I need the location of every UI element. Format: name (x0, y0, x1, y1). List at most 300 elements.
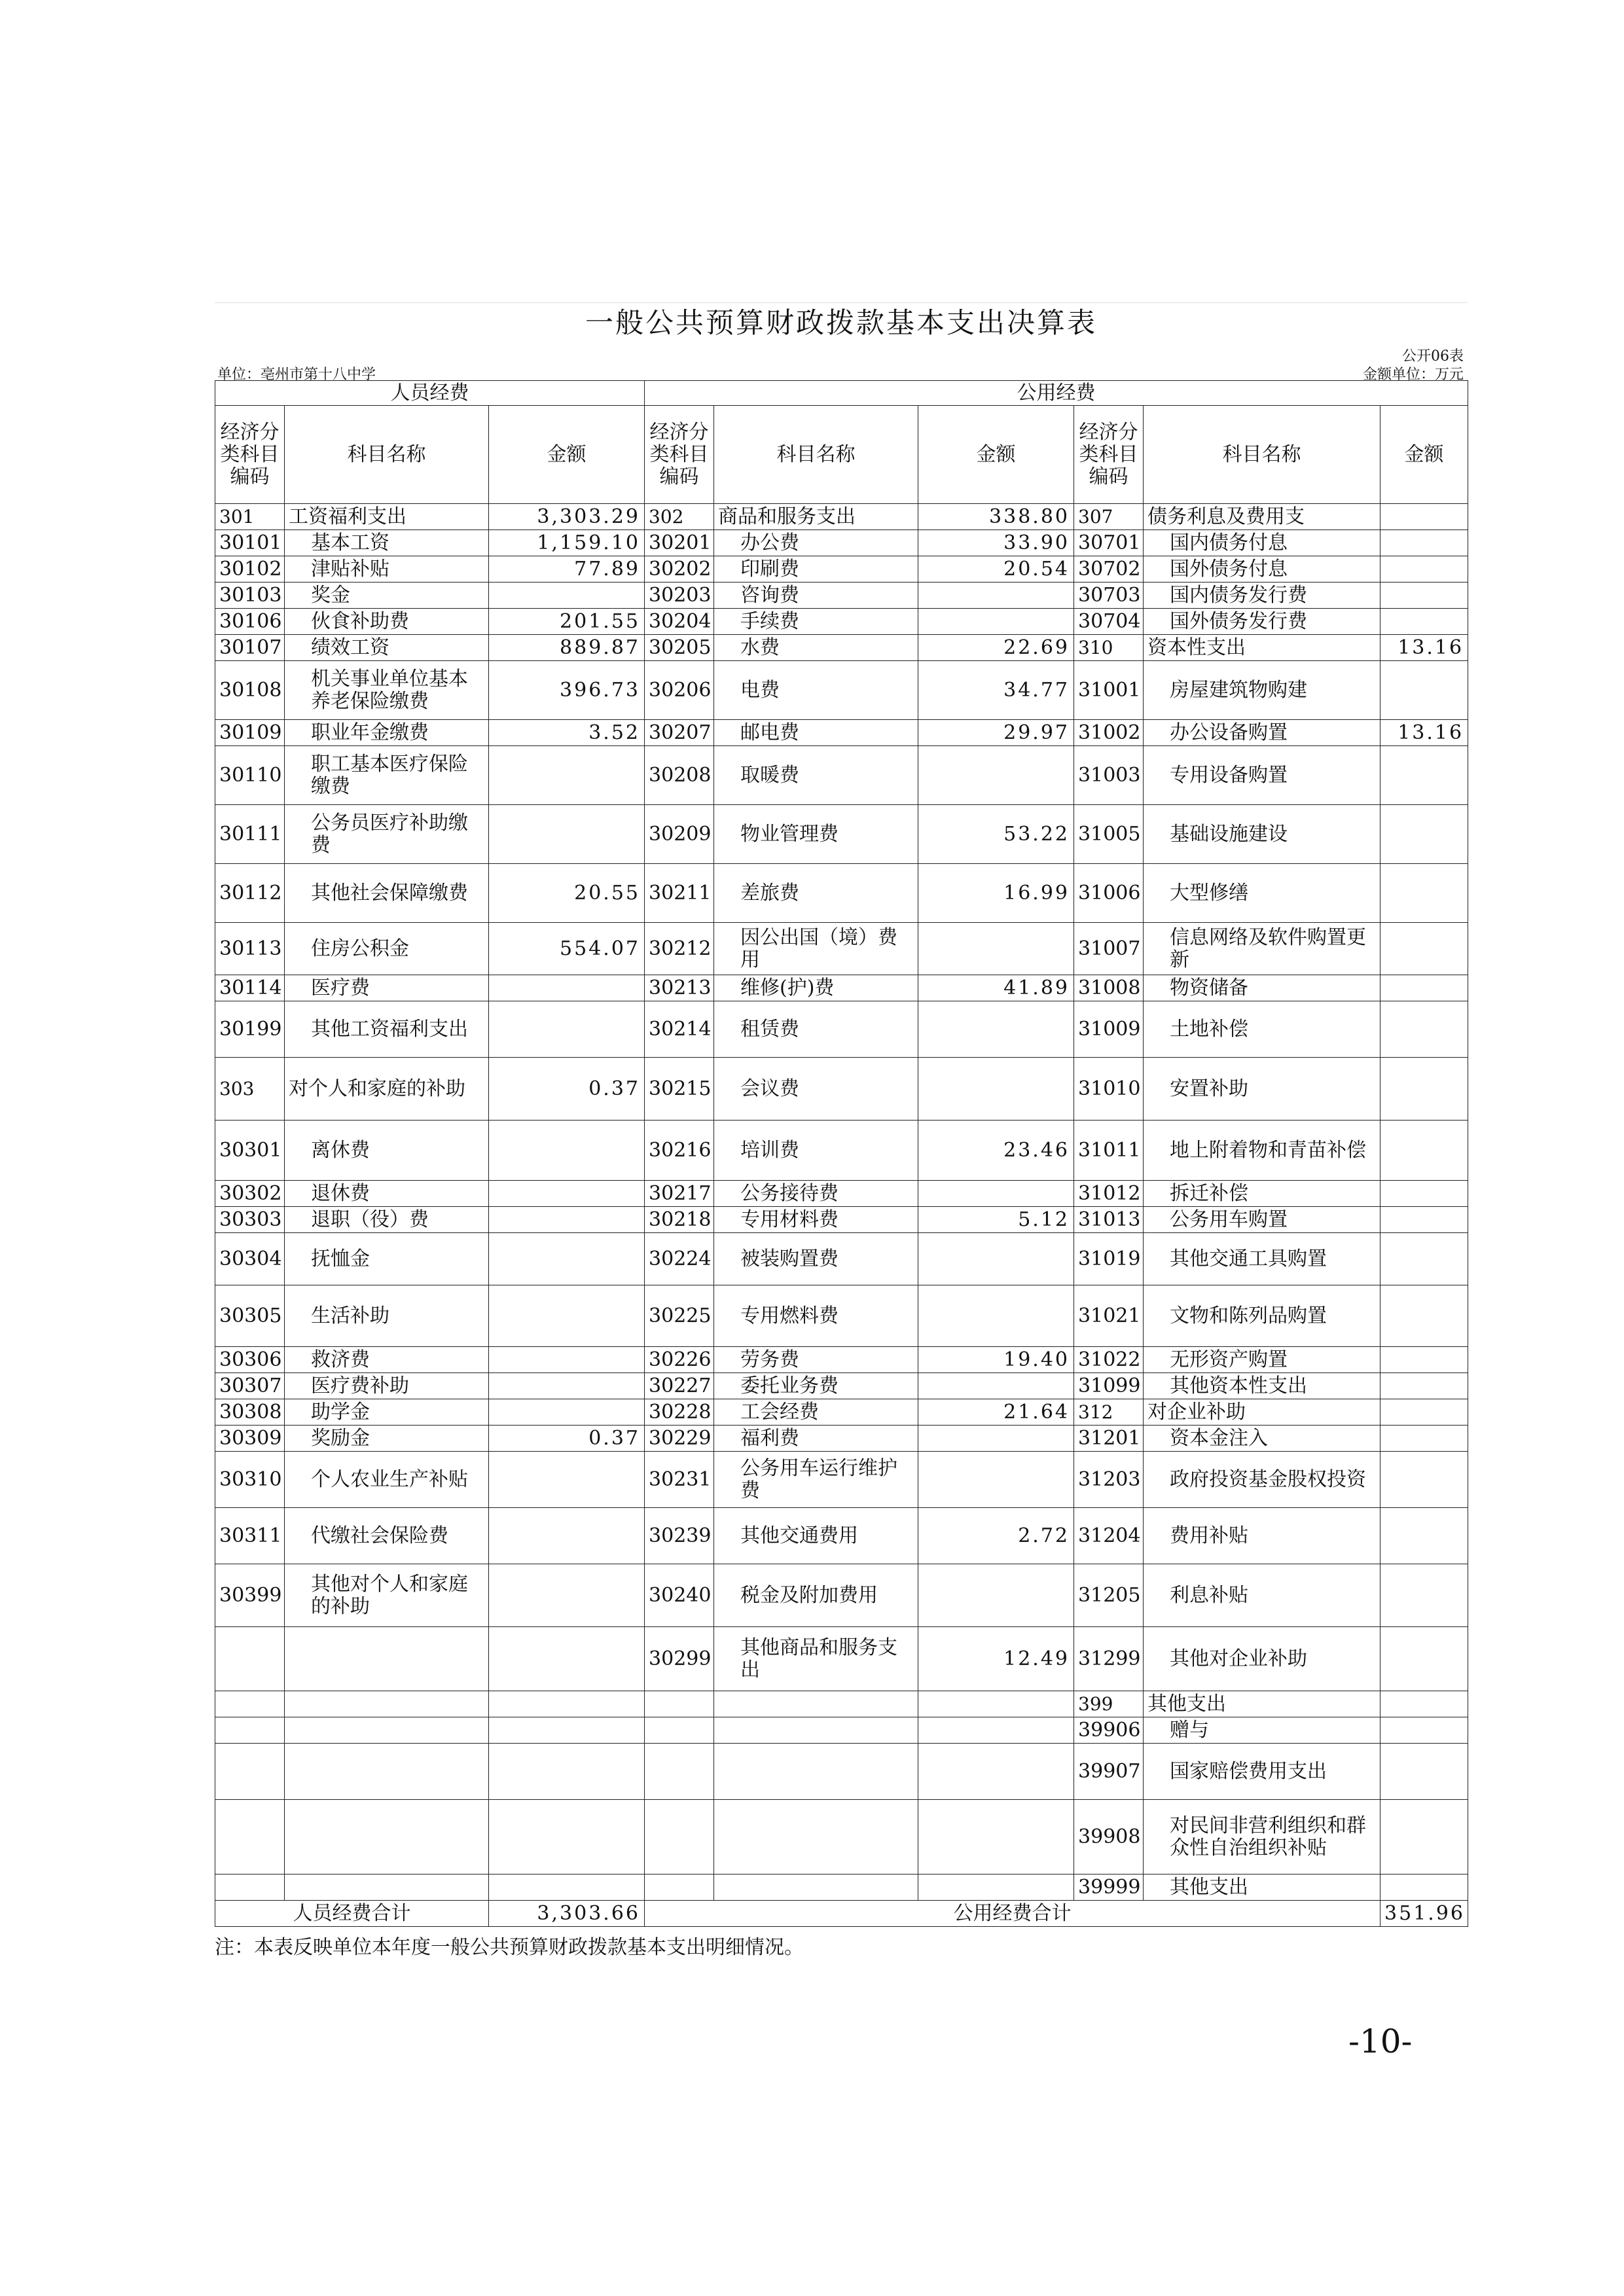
code-cell (645, 1874, 714, 1901)
code-cell: 30703 (1074, 583, 1144, 609)
item-name-cell: 其他对个人和家庭的补助 (285, 1564, 489, 1627)
code-cell: 30302 (215, 1181, 285, 1207)
amount-cell: 23.46 (918, 1121, 1074, 1181)
amount-cell (1380, 1874, 1468, 1901)
amount-cell: 0.37 (489, 1426, 645, 1452)
item-name-cell: 基础设施建设 (1144, 805, 1380, 864)
item-name-cell (714, 1744, 918, 1800)
code-cell: 30308 (215, 1399, 285, 1426)
code-cell (215, 1627, 285, 1691)
item-name-cell: 会议费 (714, 1058, 918, 1121)
table-row (215, 805, 1468, 864)
amount-cell (1380, 864, 1468, 923)
amount-cell (1380, 504, 1468, 530)
amount-cell: 2.72 (918, 1508, 1074, 1564)
amount-cell (1380, 746, 1468, 805)
item-name-cell: 其他社会保障缴费 (285, 864, 489, 923)
amount-cell: 77.89 (489, 556, 645, 583)
table-row (215, 746, 1468, 805)
code-cell: 30212 (645, 923, 714, 975)
item-name-cell: 奖金 (285, 583, 489, 609)
amount-cell (1380, 1800, 1468, 1874)
amount-cell (1380, 583, 1468, 609)
expenditure-table (215, 380, 1468, 1927)
code-cell: 31204 (1074, 1508, 1144, 1564)
code-cell: 307 (1074, 504, 1144, 530)
item-name-cell: 资本性支出 (1144, 635, 1380, 661)
amount-cell (918, 1058, 1074, 1121)
public-total-label: 公用经费合计 (645, 1901, 1380, 1927)
table-row (215, 1627, 1468, 1691)
amount-cell: 29.97 (918, 720, 1074, 746)
code-cell: 30701 (1074, 530, 1144, 556)
code-cell: 30702 (1074, 556, 1144, 583)
code-cell: 30217 (645, 1181, 714, 1207)
amount-cell (918, 1800, 1074, 1874)
code-cell: 30306 (215, 1347, 285, 1373)
item-name-cell: 绩效工资 (285, 635, 489, 661)
item-name-cell: 其他支出 (1144, 1691, 1380, 1717)
table-row (215, 1001, 1468, 1058)
code-cell (215, 1717, 285, 1744)
code-cell: 30203 (645, 583, 714, 609)
item-name-cell: 公务用车运行维护费 (714, 1452, 918, 1508)
item-name-cell: 离休费 (285, 1121, 489, 1181)
item-name-cell: 助学金 (285, 1399, 489, 1426)
code-cell: 30304 (215, 1233, 285, 1285)
code-cell: 30218 (645, 1207, 714, 1233)
table-row (215, 1426, 1468, 1452)
item-name-cell: 利息补贴 (1144, 1564, 1380, 1627)
code-cell: 30214 (645, 1001, 714, 1058)
item-name-cell: 资本金注入 (1144, 1426, 1380, 1452)
code-cell: 39999 (1074, 1874, 1144, 1901)
table-row (215, 1207, 1468, 1233)
item-name-cell: 其他资本性支出 (1144, 1373, 1380, 1399)
code-cell: 31013 (1074, 1207, 1144, 1233)
item-name-cell: 其他商品和服务支出 (714, 1627, 918, 1691)
amount-cell: 1,159.10 (489, 530, 645, 556)
table-body (215, 504, 1468, 1901)
table-note: 注：本表反映单位本年度一般公共预算财政拨款基本支出明细情况。 (215, 1936, 804, 1959)
amount-cell (1380, 1181, 1468, 1207)
table-row (215, 1121, 1468, 1181)
item-name-cell: 国内债务发行费 (1144, 583, 1380, 609)
code-cell: 30303 (215, 1207, 285, 1233)
code-cell (215, 1800, 285, 1874)
item-name-cell: 物资储备 (1144, 975, 1380, 1001)
amount-cell (1380, 661, 1468, 720)
report-title: 一般公共预算财政拨款基本支出决算表 (215, 302, 1468, 344)
item-name-cell: 培训费 (714, 1121, 918, 1181)
item-name-cell: 国外债务发行费 (1144, 609, 1380, 635)
code-header: 经济分类科目编码 (215, 406, 285, 504)
item-name-cell: 政府投资基金股权投资 (1144, 1452, 1380, 1508)
amount-cell: 21.64 (918, 1399, 1074, 1426)
item-name-cell (714, 1691, 918, 1717)
amount-cell (489, 583, 645, 609)
amount-cell (1380, 1285, 1468, 1347)
amount-cell (1380, 1452, 1468, 1508)
table-row (215, 504, 1468, 530)
item-name-cell: 委托业务费 (714, 1373, 918, 1399)
code-cell: 30311 (215, 1508, 285, 1564)
code-cell: 31201 (1074, 1426, 1144, 1452)
amount-cell: 16.99 (918, 864, 1074, 923)
table-row (215, 609, 1468, 635)
code-cell: 31299 (1074, 1627, 1144, 1691)
table-row (215, 1452, 1468, 1508)
amount-cell: 3,303.29 (489, 504, 645, 530)
code-cell: 30301 (215, 1121, 285, 1181)
item-name-cell: 职工基本医疗保险缴费 (285, 746, 489, 805)
amount-cell: 33.90 (918, 530, 1074, 556)
code-cell: 30207 (645, 720, 714, 746)
code-cell: 399 (1074, 1691, 1144, 1717)
item-name-cell: 公务用车购置 (1144, 1207, 1380, 1233)
personnel-total-amount: 3,303.66 (489, 1901, 645, 1927)
amount-cell (918, 1426, 1074, 1452)
amount-cell (489, 746, 645, 805)
item-name-cell: 其他工资福利支出 (285, 1001, 489, 1058)
amount-cell: 0.37 (489, 1058, 645, 1121)
code-cell: 30239 (645, 1508, 714, 1564)
code-cell: 30216 (645, 1121, 714, 1181)
item-name-cell (285, 1627, 489, 1691)
code-cell: 30211 (645, 864, 714, 923)
code-cell: 30299 (645, 1627, 714, 1691)
amount-cell (918, 609, 1074, 635)
item-name-cell: 对民间非营利组织和群众性自治组织补贴 (1144, 1800, 1380, 1874)
code-cell: 30102 (215, 556, 285, 583)
item-name-cell: 信息网络及软件购置更新 (1144, 923, 1380, 975)
amount-cell (1380, 1001, 1468, 1058)
amount-cell (1380, 1691, 1468, 1717)
amount-cell (489, 1744, 645, 1800)
amount-cell (489, 805, 645, 864)
table-row (215, 1347, 1468, 1373)
item-name-cell: 对个人和家庭的补助 (285, 1058, 489, 1121)
code-cell: 31021 (1074, 1285, 1144, 1347)
item-name-cell: 公务接待费 (714, 1181, 918, 1207)
public-total-amount: 351.96 (1380, 1901, 1468, 1927)
item-name-cell: 国外债务付息 (1144, 556, 1380, 583)
item-name-cell: 其他支出 (1144, 1874, 1380, 1901)
amount-cell (918, 1285, 1074, 1347)
amount-cell (489, 1373, 645, 1399)
amount-header: 金额 (1380, 406, 1468, 504)
amount-cell (918, 1564, 1074, 1627)
amount-cell (489, 1121, 645, 1181)
item-name-cell: 被装购置费 (714, 1233, 918, 1285)
item-name-cell: 机关事业单位基本养老保险缴费 (285, 661, 489, 720)
code-cell: 31003 (1074, 746, 1144, 805)
amount-cell (1380, 1347, 1468, 1373)
currency-unit: 金额单位：万元 (1362, 367, 1464, 383)
amount-cell (489, 1874, 645, 1901)
amount-cell (489, 1717, 645, 1744)
amount-cell: 889.87 (489, 635, 645, 661)
code-cell: 30225 (645, 1285, 714, 1347)
code-cell: 30224 (645, 1233, 714, 1285)
name-header: 科目名称 (714, 406, 918, 504)
amount-cell (1380, 556, 1468, 583)
item-name-cell: 印刷费 (714, 556, 918, 583)
amount-cell (489, 1285, 645, 1347)
code-cell: 30209 (645, 805, 714, 864)
code-cell: 30202 (645, 556, 714, 583)
amount-cell (1380, 609, 1468, 635)
code-cell: 30108 (215, 661, 285, 720)
item-name-cell: 其他对企业补助 (1144, 1627, 1380, 1691)
item-name-cell: 医疗费补助 (285, 1373, 489, 1399)
item-name-cell: 退职（役）费 (285, 1207, 489, 1233)
personnel-total-label: 人员经费合计 (215, 1901, 489, 1927)
amount-cell (918, 1452, 1074, 1508)
item-name-cell: 咨询费 (714, 583, 918, 609)
item-name-cell: 专用材料费 (714, 1207, 918, 1233)
amount-cell (489, 1233, 645, 1285)
item-name-cell: 无形资产购置 (1144, 1347, 1380, 1373)
amount-cell (489, 1207, 645, 1233)
table-row (215, 1691, 1468, 1717)
item-name-cell (285, 1874, 489, 1901)
code-cell: 31022 (1074, 1347, 1144, 1373)
code-cell: 30112 (215, 864, 285, 923)
table-row (215, 1058, 1468, 1121)
amount-cell: 19.40 (918, 1347, 1074, 1373)
code-cell: 30111 (215, 805, 285, 864)
code-cell: 30206 (645, 661, 714, 720)
item-name-cell: 工资福利支出 (285, 504, 489, 530)
amount-cell (489, 1399, 645, 1426)
report-sheet (215, 302, 1468, 1960)
amount-cell (918, 1233, 1074, 1285)
item-name-cell: 赠与 (1144, 1717, 1380, 1744)
amount-cell (918, 1373, 1074, 1399)
item-name-cell: 其他交通费用 (714, 1508, 918, 1564)
item-name-cell: 费用补贴 (1144, 1508, 1380, 1564)
item-name-cell: 因公出国（境）费用 (714, 923, 918, 975)
item-name-cell: 取暖费 (714, 746, 918, 805)
item-name-cell: 退休费 (285, 1181, 489, 1207)
amount-cell (1380, 1627, 1468, 1691)
code-cell: 30307 (215, 1373, 285, 1399)
amount-cell: 41.89 (918, 975, 1074, 1001)
personnel-header: 人员经费 (215, 381, 645, 406)
code-cell: 31005 (1074, 805, 1144, 864)
amount-cell (489, 1564, 645, 1627)
code-cell: 31203 (1074, 1452, 1144, 1508)
amount-cell (489, 1627, 645, 1691)
code-cell: 31002 (1074, 720, 1144, 746)
amount-cell: 13.16 (1380, 720, 1468, 746)
code-cell (215, 1874, 285, 1901)
amount-cell (489, 1347, 645, 1373)
item-name-cell: 邮电费 (714, 720, 918, 746)
amount-header: 金额 (918, 406, 1074, 504)
table-row (215, 1508, 1468, 1564)
name-header: 科目名称 (1144, 406, 1380, 504)
item-name-cell: 生活补助 (285, 1285, 489, 1347)
amount-cell (489, 1001, 645, 1058)
item-name-cell: 公务员医疗补助缴费 (285, 805, 489, 864)
code-cell: 30305 (215, 1285, 285, 1347)
table-row (215, 635, 1468, 661)
code-cell: 31019 (1074, 1233, 1144, 1285)
amount-cell (489, 1691, 645, 1717)
code-header: 经济分类科目编码 (645, 406, 714, 504)
code-cell: 302 (645, 504, 714, 530)
item-name-cell: 奖励金 (285, 1426, 489, 1452)
code-cell: 39906 (1074, 1717, 1144, 1744)
amount-cell (1380, 1207, 1468, 1233)
item-name-cell: 基本工资 (285, 530, 489, 556)
code-cell: 31001 (1074, 661, 1144, 720)
item-name-cell: 伙食补助费 (285, 609, 489, 635)
item-name-cell: 专用燃料费 (714, 1285, 918, 1347)
item-name-cell: 拆迁补偿 (1144, 1181, 1380, 1207)
item-name-cell: 医疗费 (285, 975, 489, 1001)
amount-cell (489, 1452, 645, 1508)
table-row (215, 1233, 1468, 1285)
amount-cell: 20.54 (918, 556, 1074, 583)
item-name-cell: 工会经费 (714, 1399, 918, 1426)
amount-cell (918, 923, 1074, 975)
code-cell: 30227 (645, 1373, 714, 1399)
code-cell: 31009 (1074, 1001, 1144, 1058)
code-cell: 30310 (215, 1452, 285, 1508)
amount-cell (489, 1800, 645, 1874)
item-name-cell (285, 1800, 489, 1874)
table-row (215, 1800, 1468, 1874)
code-cell: 30208 (645, 746, 714, 805)
item-name-cell (714, 1717, 918, 1744)
item-name-cell (714, 1874, 918, 1901)
table-row (215, 720, 1468, 746)
item-name-cell: 办公设备购置 (1144, 720, 1380, 746)
code-cell: 30309 (215, 1426, 285, 1452)
amount-cell (918, 1874, 1074, 1901)
code-cell: 31007 (1074, 923, 1144, 975)
code-cell: 31012 (1074, 1181, 1144, 1207)
amount-cell (1380, 1399, 1468, 1426)
item-name-cell: 国家赔偿费用支出 (1144, 1744, 1380, 1800)
item-name-cell: 大型修缮 (1144, 864, 1380, 923)
amount-cell: 396.73 (489, 661, 645, 720)
code-cell: 30215 (645, 1058, 714, 1121)
code-header: 经济分类科目编码 (1074, 406, 1144, 504)
item-name-cell: 个人农业生产补贴 (285, 1452, 489, 1508)
name-header: 科目名称 (285, 406, 489, 504)
code-cell (215, 1691, 285, 1717)
item-name-cell: 地上附着物和青苗补偿 (1144, 1121, 1380, 1181)
code-cell (645, 1717, 714, 1744)
code-cell: 30199 (215, 1001, 285, 1058)
amount-cell: 20.55 (489, 864, 645, 923)
amount-cell (1380, 1233, 1468, 1285)
table-row (215, 1285, 1468, 1347)
public-header: 公用经费 (645, 381, 1468, 406)
item-name-cell (285, 1691, 489, 1717)
code-cell: 310 (1074, 635, 1144, 661)
item-name-cell: 租赁费 (714, 1001, 918, 1058)
item-name-cell: 代缴社会保险费 (285, 1508, 489, 1564)
amount-header: 金额 (489, 406, 645, 504)
item-name-cell: 税金及附加费用 (714, 1564, 918, 1627)
table-row (215, 1744, 1468, 1800)
amount-cell (918, 1744, 1074, 1800)
code-cell: 30213 (645, 975, 714, 1001)
item-name-cell: 救济费 (285, 1347, 489, 1373)
amount-cell: 34.77 (918, 661, 1074, 720)
item-name-cell: 对企业补助 (1144, 1399, 1380, 1426)
table-row (215, 1399, 1468, 1426)
item-name-cell: 水费 (714, 635, 918, 661)
item-name-cell: 津贴补贴 (285, 556, 489, 583)
amount-cell (1380, 923, 1468, 975)
code-cell: 30110 (215, 746, 285, 805)
code-cell: 303 (215, 1058, 285, 1121)
item-name-cell: 职业年金缴费 (285, 720, 489, 746)
amount-cell (1380, 1058, 1468, 1121)
code-cell: 30201 (645, 530, 714, 556)
table-row (215, 1564, 1468, 1627)
code-cell: 39907 (1074, 1744, 1144, 1800)
code-cell: 301 (215, 504, 285, 530)
table-row (215, 661, 1468, 720)
unit-row (215, 362, 1468, 383)
amount-cell (1380, 1426, 1468, 1452)
code-cell (645, 1800, 714, 1874)
amount-cell (1380, 1121, 1468, 1181)
amount-cell (1380, 805, 1468, 864)
table-row (215, 583, 1468, 609)
amount-cell (918, 1717, 1074, 1744)
code-cell: 312 (1074, 1399, 1144, 1426)
table-row (215, 1181, 1468, 1207)
item-name-cell: 住房公积金 (285, 923, 489, 975)
code-cell: 30204 (645, 609, 714, 635)
amount-cell: 5.12 (918, 1207, 1074, 1233)
item-name-cell: 债务利息及费用支 (1144, 504, 1380, 530)
code-cell: 30114 (215, 975, 285, 1001)
item-name-cell (285, 1744, 489, 1800)
item-name-cell: 土地补偿 (1144, 1001, 1380, 1058)
item-name-cell: 安置补助 (1144, 1058, 1380, 1121)
code-cell: 30101 (215, 530, 285, 556)
code-cell: 30106 (215, 609, 285, 635)
item-name-cell: 劳务费 (714, 1347, 918, 1373)
item-name-cell: 物业管理费 (714, 805, 918, 864)
code-cell: 30109 (215, 720, 285, 746)
table-row (215, 1717, 1468, 1744)
item-name-cell: 房屋建筑物购建 (1144, 661, 1380, 720)
amount-cell (1380, 1744, 1468, 1800)
table-row (215, 1373, 1468, 1399)
amount-cell: 12.49 (918, 1627, 1074, 1691)
table-row (215, 975, 1468, 1001)
amount-cell: 554.07 (489, 923, 645, 975)
amount-cell (489, 975, 645, 1001)
code-cell: 30113 (215, 923, 285, 975)
table-row (215, 556, 1468, 583)
item-name-cell: 福利费 (714, 1426, 918, 1452)
code-cell: 30107 (215, 635, 285, 661)
item-name-cell: 文物和陈列品购置 (1144, 1285, 1380, 1347)
code-cell: 31008 (1074, 975, 1144, 1001)
code-cell: 31010 (1074, 1058, 1144, 1121)
